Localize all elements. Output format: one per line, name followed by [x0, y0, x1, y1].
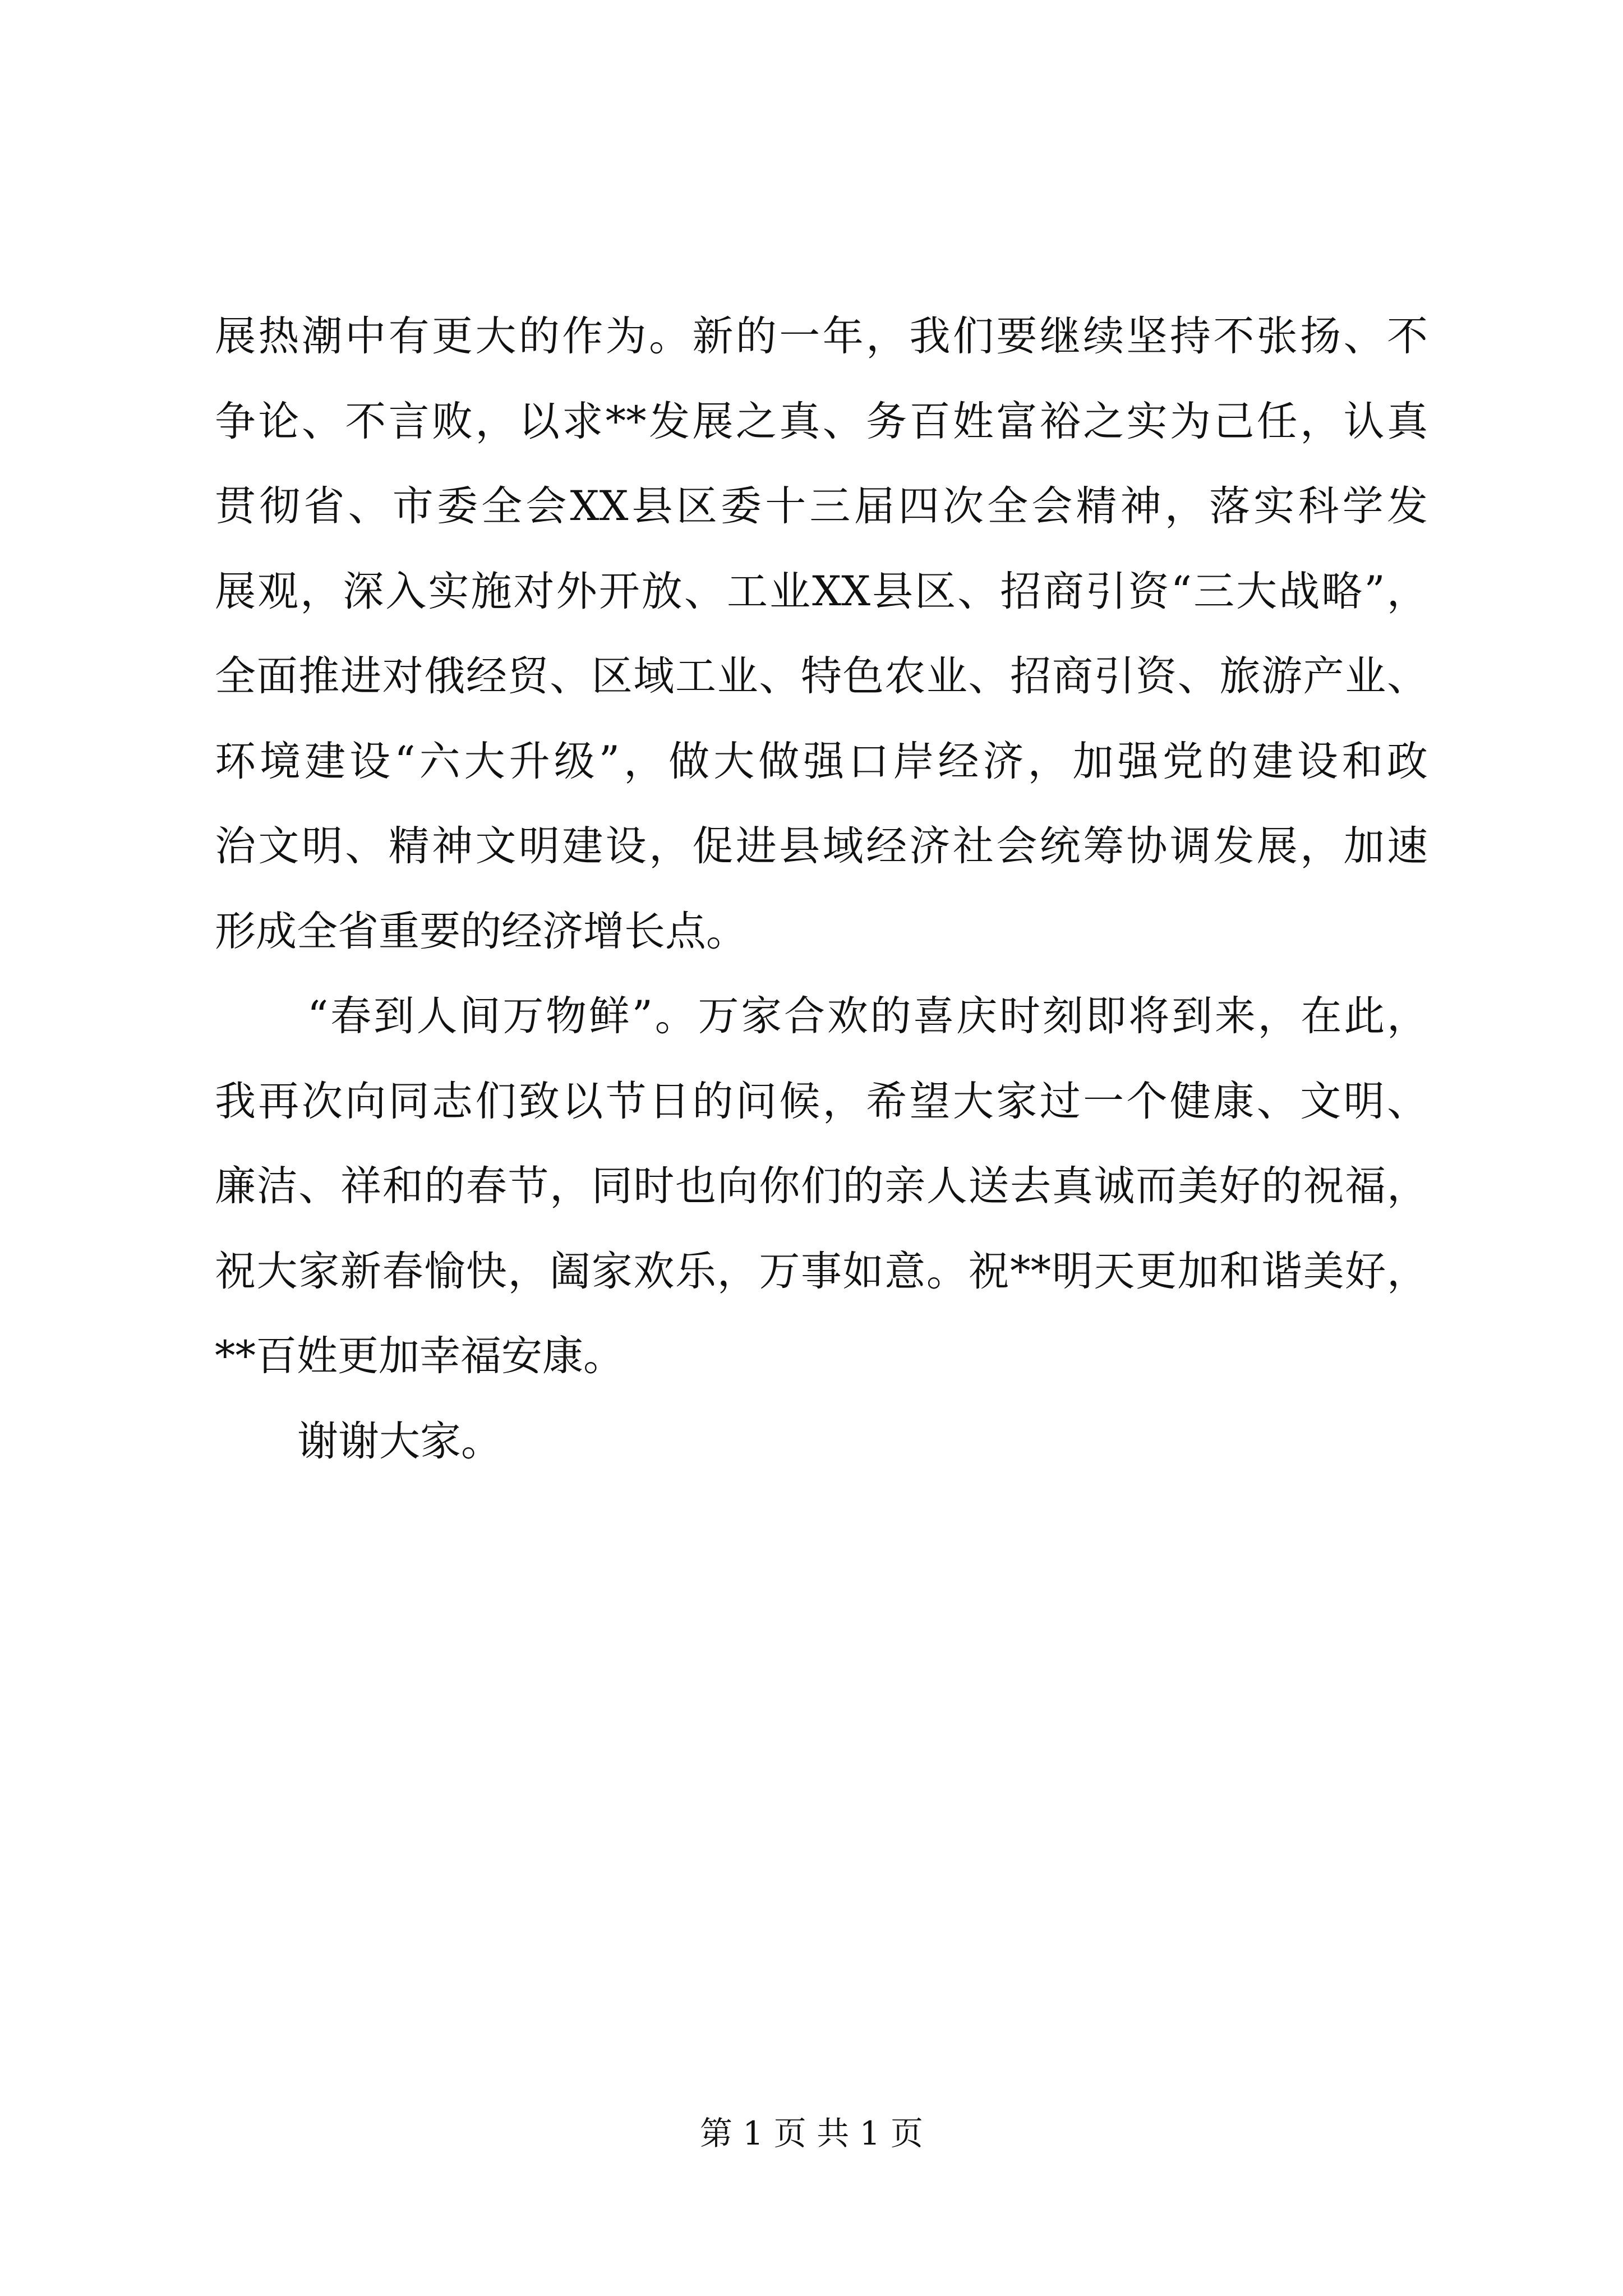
text-line-10: 我 再 次 向 同 志 们 致 以 节 日 的 问 候 ， 希 望 大 家 过 一 个 健 康 、 文 明 、: [215, 1078, 1428, 1125]
text-line-11: 廉 洁 、 祥 和 的 春 节 ， 同 时 也 向 你 们 的 亲 人 送 去 真 诚 而 美 好 的 祝 福 ，: [215, 1162, 1428, 1210]
text-line-12: 祝 大 家 新 春 愉 快 ， 阖 家 欢 乐 ， 万 事 如 意 。 祝 ** 明 天 更 加 和 谐 美 好 ，: [215, 1248, 1428, 1295]
text-line-7: 治 文 明 、 精 神 文 明 建 设 ， 促 进 县 域 经 济 社 会 统 筹 协 调 发 展 ， 加 速: [215, 822, 1428, 870]
text-line-9: “ 春 到 人 间 万 物 鲜 ” 。 万 家 合 欢 的 喜 庆 时 刻 即 将 到 来 ， 在 此 ，: [307, 992, 1428, 1040]
text-line-13: **百姓更加幸福安康。: [215, 1332, 624, 1380]
text-line-1: 展 热 潮 中 有 更 大 的 作 为 。 新 的 一 年 ， 我 们 要 继 续 坚 持 不 张 扬 、 不: [215, 312, 1428, 360]
text-line-4: 展 观 ， 深 入 实 施 对 外 开 放 、 工 业 XX 县 区 、 招 商 引 资 “ 三 大 战 略 ” ，: [215, 568, 1428, 615]
text-line-8: 形成全省重要的经济增长点。: [215, 908, 747, 955]
text-line-3: 贯 彻 省 、 市 委 全 会 XX 县 区 委 十 三 届 四 次 全 会 精 神 ， 落 实 科 学 发: [215, 482, 1428, 530]
text-line-6: 环 境 建 设 “ 六 大 升 级 ” ， 做 大 做 强 口 岸 经 济 ， 加 强 党 的 建 设 和 政: [215, 738, 1428, 785]
text-line-5: 全 面 推 进 对 俄 经 贸 、 区 域 工 业 、 特 色 农 业 、 招 商 引 资 、 旅 游 产 业 、: [215, 652, 1428, 700]
text-line-14: 谢谢大家。: [297, 1418, 502, 1465]
page-number-footer: 第 1 页 共 1 页: [700, 2114, 923, 2152]
text-line-2: 争 论 、 不 言 败 ， 以 求 ** 发 展 之 真 、 务 百 姓 富 裕 之 实 为 己 任 ， 认 真: [215, 398, 1428, 445]
